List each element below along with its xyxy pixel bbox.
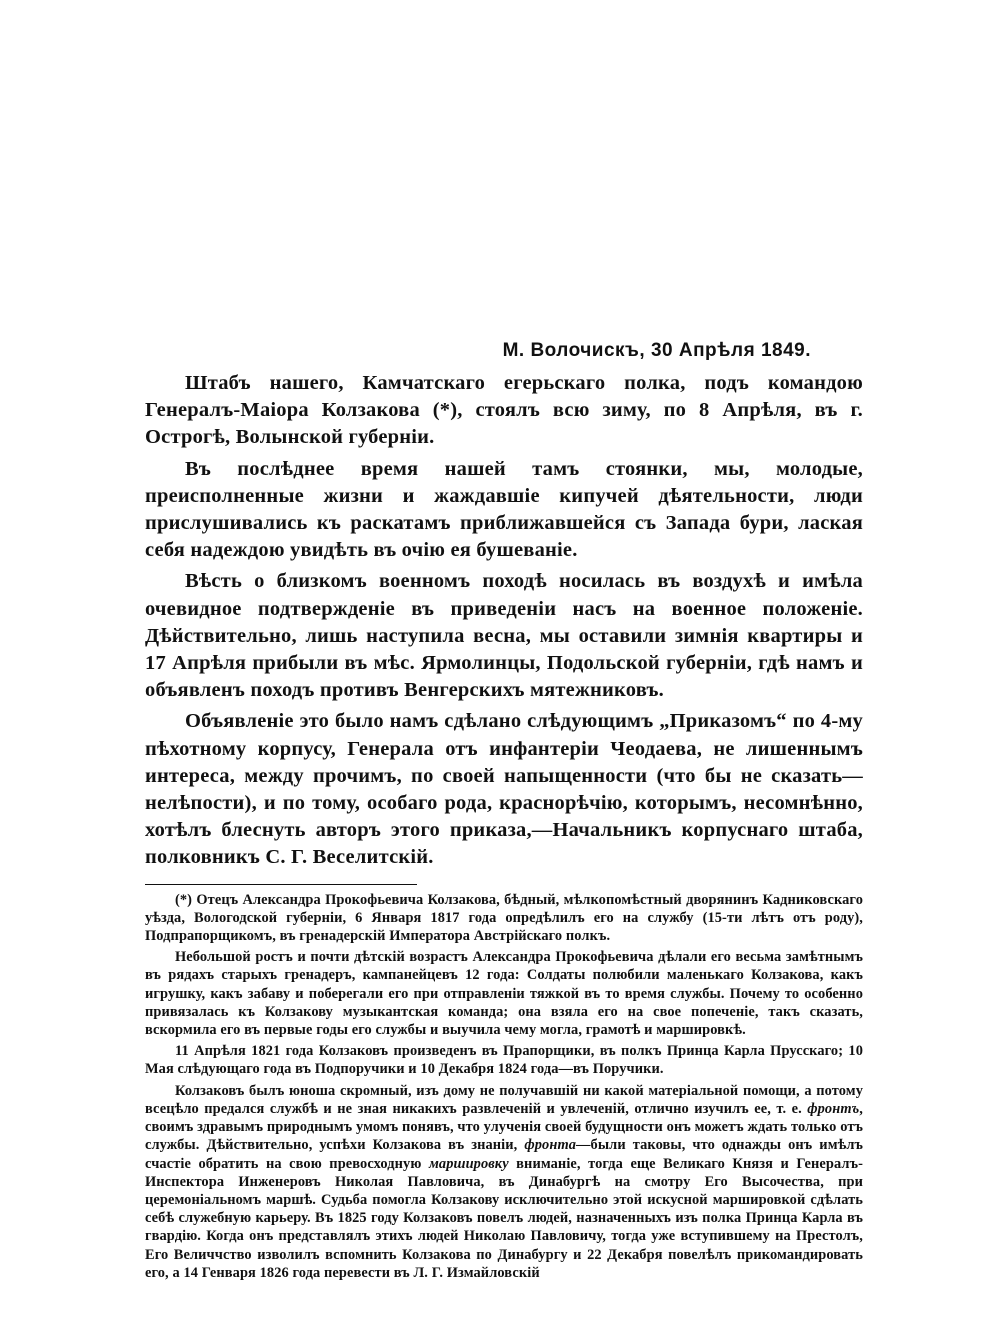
footnote-4-text-a: Колзаковъ былъ юноша скромный, изъ дому не получавшій ни какой матеріальной помощи, а потому всецѣло предался службѣ и не зная никакихъ развлеченій и увлеченій, отлично изучилъ ее, т. е. (145, 1082, 863, 1117)
footnote-3: 11 Апрѣля 1821 года Колзаковъ произведенъ въ Прапорщики, въ полкъ Принца Карла Прусскаго; 10 Мая слѣдующаго года въ Подпоручики и 10 Декабря 1824 года—въ Поручики. (145, 1043, 863, 1078)
footnotes (145, 891, 863, 1282)
footnote-4-emphasis-c: маршировку (428, 1155, 509, 1172)
paragraph-4: Объявленіе это было намъ сдѣлано слѣдующимъ „Приказомъ“ по 4-му пѣхотному корпусу, Генерала отъ инфантеріи Чеодаева, не лишеннымъ интереса, между прочимъ, по своей напыщенности (что бы не сказать—нелѣпости), и по тому, особаго рода, краснорѣчію, которымъ, несомнѣнно, хотѣлъ блеснуть авторъ этого приказа,—Начальникъ корпуснаго штаба, полковникъ С. Г. Веселитскій. (145, 710, 863, 869)
paragraph-2: Въ послѣднее время нашей тамъ стоянки, мы, молодые, преисполненные жизни и жаждавшіе кипучей дѣятельности, люди прислушивались къ раскатамъ приближавшейся съ Запада бури, лаская себя надеждою увидѣть въ очію ея бушеваніе. (145, 457, 863, 562)
footnote-4-text-d: вниманіе, тогда еще Великаго Князя и Генералъ-Инспектора Инженеровъ Николая Павловича, въ Динабургѣ на смотру Его Высочества, при церемоніальномъ маршѣ. Судьба помогла Колзакову исключительно этой искусной маршировкой сдѣлать себѣ служебную карьеру. Въ 1825 году Колзаковъ повелъ людей, назначенныхъ изъ полка Принца Карла въ гвардію. Когда онъ представлялъ этихъ людей Николаю Павловичу, тогда уже вступившему на Престолъ, Его Величчство изволилъ вспомнить Колзакова по Динабургу и 22 Декабря повелѣлъ прикомандировать его, а 14 Генваря 1826 года перевести въ Л. Г. Измайловскій (145, 1155, 863, 1281)
footnote-4-emphasis-b: фронта (524, 1137, 577, 1154)
footnote-4 (145, 1082, 863, 1282)
footnote-2: Небольшой ростъ и почти дѣтскій возрастъ Александра Прокофьевича дѣлали его весьма замѣтнымъ въ рядахъ старыхъ гренадеръ, кампанейцевъ 12 года: Солдаты полюбили маленькаго Колзакова, какъ игрушку, какъ забаву и поберегали его при отправленіи тяжкой въ то время службы. Почему то особенно привязалась къ Колзакову музыкантская команда; она взяла его на свое попеченіе, такъ сказать, вскормила его въ первые годы его службы и выучила чему могла, грамотѣ и маршировкѣ. (145, 949, 863, 1039)
footnote-1: (*) Отецъ Александра Прокофьевича Колзакова, бѣдный, мѣлкопомѣстный дворянинъ Кадниковскаго уѣзда, Вологодской губерніи, 6 Января 1817 года опредѣлилъ его на службу (15-ти лѣтъ отъ роду), Подпрапорщикомъ, въ гренадерскій Императора Австрійскаго полкъ. (145, 891, 863, 945)
footnote-divider (145, 884, 417, 885)
paragraph-1: Штабъ нашего, Камчатскаго егерьскаго полка, подъ командою Генералъ-Маіора Колзакова (*), стоялъ всю зиму, по 8 Апрѣля, въ г. Острогѣ, Волынской губерніи. (145, 372, 863, 449)
footnote-4-text-c: —были таковы, что однажды онъ имѣлъ счастіе обратить на свою превосходную (145, 1137, 864, 1172)
paragraph-3: Вѣсть о близкомъ военномъ походѣ носилась въ воздухѣ и имѣла очевидное подтвержденіе въ приведеніи насъ на военное положеніе. Дѣйствительно, лишь наступила весна, мы оставили зимнія квартиры и 17 Апрѣля прибыли въ мѣс. Ярмолинцы, Подольской губерніи, гдѣ намъ и объявленъ походъ противъ Венгерскихъ мятежниковъ. (145, 570, 863, 702)
dateline: М. Волочискъ, 30 Апрѣля 1849. (502, 340, 811, 361)
document-page (145, 340, 863, 1282)
footnote-4-emphasis-a: фронтъ (807, 1100, 860, 1117)
footnote-4-text-b: , своимъ здравымъ природнымъ умомъ понявъ, что улученія своей будущности онъ можетъ ждать только отъ службы. Дѣйствительно, успѣхи Колзакова въ знаніи, (145, 1100, 863, 1154)
main-text (145, 370, 863, 872)
